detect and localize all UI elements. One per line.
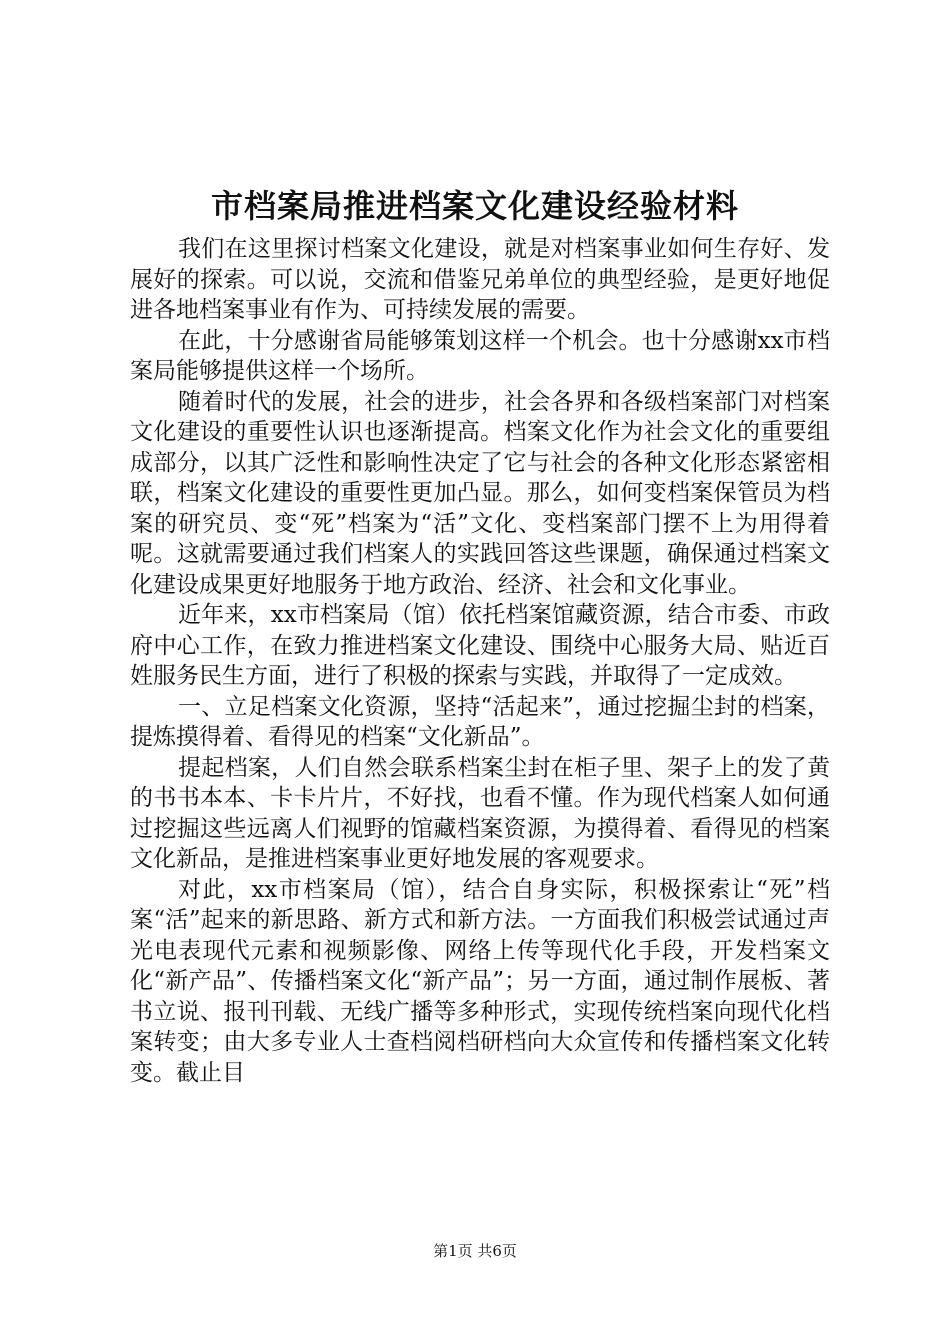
page-footer: 第1页 共6页	[433, 1242, 517, 1260]
paragraph-5: 一、立足档案文化资源，坚持“活起来”，通过挖掘尘封的档案，提炼摸得着、看得见的档案“文化新品”。	[130, 693, 830, 750]
paragraph-6: 提起档案，人们自然会联系档案尘封在柜子里、架子上的发了黄的书书本本、卡卡片片，不好找，也看不懂。作为现代档案人如何通过挖掘这些远离人们视野的馆藏档案资源，为摸得着、看得见的档案文化新品，是推进档案事业更好地发展的客观要求。	[130, 754, 830, 872]
document-body	[130, 234, 830, 1088]
document-title: 市档案局推进档案文化建设经验材料	[210, 187, 739, 225]
paragraph-2: 在此，十分感谢省局能够策划这样一个机会。也十分感谢xx市档案局能够提供这样一个场所。	[130, 327, 830, 384]
paragraph-7: 对此，xx市档案局（馆），结合自身实际，积极探索让“死”档案“活”起来的新思路、新方式和新方法。一方面我们积极尝试通过声光电表现代元素和视频影像、网络上传等现代化手段，开发档案文化“新产品”、传播档案文化“新产品”；另一方面，通过制作展板、著书立说、报刊刊载、无线广播等多种形式，实现传统档案向现代化档案转变；由大多专业人士查档阅档研档向大众宣传和传播档案文化转变。截止目	[130, 876, 830, 1086]
paragraph-3: 随着时代的发展，社会的进步，社会各界和各级档案部门对档案文化建设的重要性认识也逐渐提高。档案文化作为社会文化的重要组成部分，以其广泛性和影响性决定了它与社会的各种文化形态紧密相联，档案文化建设的重要性更加凸显。那么，如何变档案保管员为档案的研究员、变“死”档案为“活”文化、变档案部门摆不上为用得着呢。这就需要通过我们档案人的实践回答这些课题，确保通过档案文化建设成果更好地服务于地方政治、经济、社会和文化事业。	[130, 388, 830, 598]
paragraph-4: 近年来，xx市档案局（馆）依托档案馆藏资源，结合市委、市政府中心工作，在致力推进档案文化建设、围绕中心服务大局、贴近百姓服务民生方面，进行了积极的探索与实践，并取得了一定成效。	[130, 602, 830, 689]
paragraph-1: 我们在这里探讨档案文化建设，就是对档案事业如何生存好、发展好的探索。可以说，交流和借鉴兄弟单位的典型经验，是更好地促进各地档案事业有作为、可持续发展的需要。	[130, 236, 830, 323]
